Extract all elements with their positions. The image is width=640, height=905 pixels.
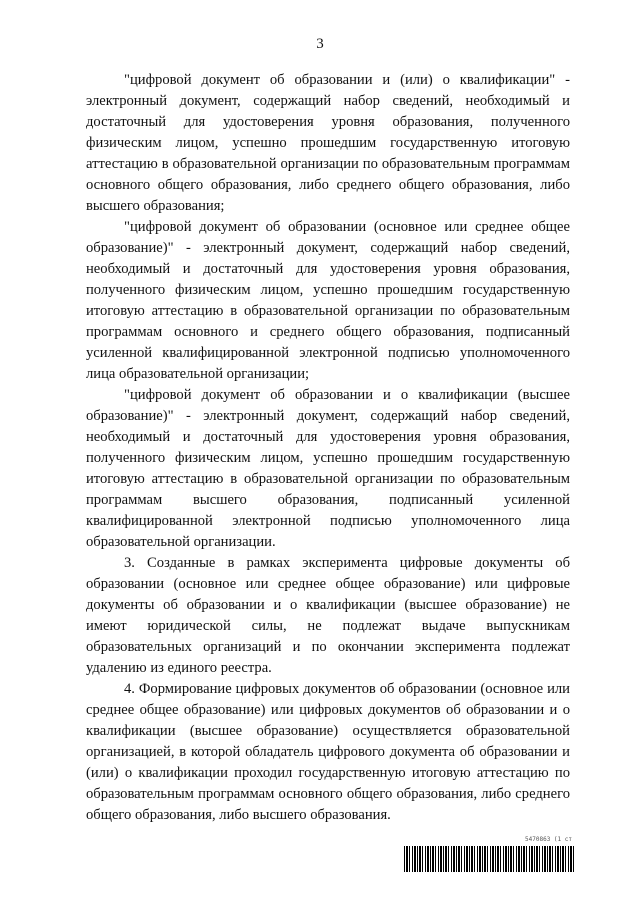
page-number: 3 bbox=[316, 36, 324, 52]
document-body bbox=[86, 70, 570, 826]
barcode-number: 5470863 (1 ст bbox=[525, 836, 572, 843]
clause-4-paragraph: 4. Формирование цифровых документов об образовании (основное или среднее общее образование) или цифровых документов об образовании и о квалификации (высшее образование) осуществляется образовательной организацией, в которой обладатель цифрового документа об образовании и (или) о квалификации проходил государственную итоговую аттестацию по образовательным программам основного общего образования, либо среднего общего образования, либо высшего образования. bbox=[86, 681, 570, 823]
definition-paragraph-1: "цифровой документ об образовании и (или) о квалификации" - электронный документ, содержащий набор сведений, необходимый и достаточный для удостоверения уровня образования, полученного физическим лицом, успешно прошедшим государственную итоговую аттестацию в образовательной организации по образовательным программам основного общего образования, либо среднего общего образования, либо высшего образования; bbox=[86, 72, 570, 214]
barcode-image bbox=[404, 846, 574, 872]
definition-paragraph-3: "цифровой документ об образовании и о квалификации (высшее образование)" - электронный документ, содержащий набор сведений, необходимый и достаточный для удостоверения уровня образования, полученного физическим лицом, успешно прошедшим государственную итоговую аттестацию в образовательной организации по образовательным программам высшего образования, подписанный усиленной квалифицированной электронной подписью уполномоченного лица образовательной организации. bbox=[86, 387, 570, 550]
clause-3-paragraph: 3. Созданные в рамках эксперимента цифровые документы об образовании (основное или среднее общее образование) или цифровые документы об образовании и о квалификации (высшее образование) не имеют юридической силы, не подлежат выдаче выпускникам образовательных организаций и по окончании эксперимента подлежат удалению из единого реестра. bbox=[86, 555, 570, 676]
barcode-block bbox=[404, 836, 574, 876]
definition-paragraph-2: "цифровой документ об образовании (основное или среднее общее образование)" - электронный документ, содержащий набор сведений, необходимый и достаточный для удостоверения уровня образования, полученного физическим лицом, успешно прошедшим государственную итоговую аттестацию в образовательной организации по образовательным программам основного и среднего общего образования, подписанный усиленной квалифицированной электронной подписью уполномоченного лица образовательной организации; bbox=[86, 219, 570, 382]
